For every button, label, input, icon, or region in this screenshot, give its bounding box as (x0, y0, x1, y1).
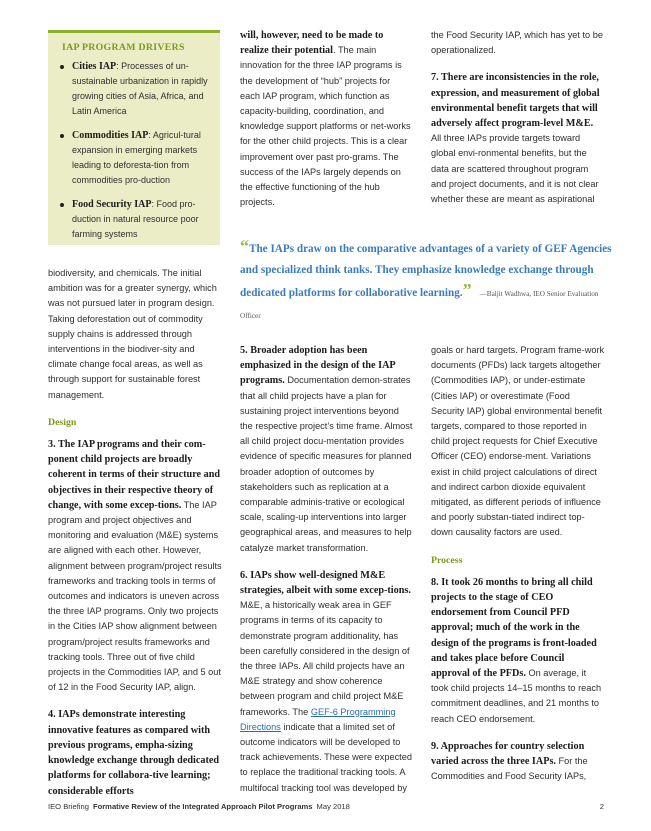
body-text: indicate that a limited set of outcome indicators will be developed to track achievements. These were expected to replace the traditional tracking tools. A multifocal tracking tool was developed by (240, 721, 412, 793)
bold-lead: 8. It took 26 months to bring all child projects to the stage of CEO endorsement from Council PFD approval; much of the work in the design of the programs is front-loaded and takes place before Council approval of the PFDs. (431, 576, 597, 680)
paragraph (240, 568, 414, 796)
driver-term: Food Security IAP (72, 199, 152, 210)
footer-title: Formative Review of the Integrated Approach Pilot Programs (92, 802, 313, 811)
bold-lead: 4. IAPs demonstrate interesting innovative features as compared with previous programs, empha-sizing knowledge exchange through dedicated platforms for collabora-tive learning; considerable efforts (48, 709, 220, 797)
pull-quote (240, 236, 620, 326)
section-heading-design: Design (48, 416, 77, 428)
paragraph (48, 707, 223, 798)
column-3-top (431, 28, 605, 207)
list-item (58, 59, 216, 119)
bullet-icon (60, 203, 64, 207)
gef6-programming-directions-link[interactable]: GEF-6 Programming Directions (240, 706, 396, 732)
bullet-icon (60, 65, 64, 69)
bold-lead: 9. Approaches for country selection varied across the three IAPs. (431, 740, 585, 768)
page-footer (48, 802, 604, 814)
drivers-title: IAP PROGRAM DRIVERS (62, 42, 185, 53)
column-1 (48, 266, 223, 799)
footer-brief: IEO Briefing (48, 802, 89, 811)
program-drivers-box (48, 30, 220, 245)
bold-lead: 3. The IAP programs and their com-ponent child projects are broadly coherent in terms of their structure and objectives in their respective theory of change, with some excep-tions. (48, 439, 221, 511)
paragraph (431, 70, 605, 207)
paragraph: the Food Security IAP, which has yet to be operationalized. (431, 30, 603, 56)
paragraph: goals or hard targets. Program frame-work documents (PFDs) lack targets altogether (Commodities IAP), or under-estimate (Cities IAP) or overestimate (Food Security IAP) global environmental benefit targets, compared to those reported in child project requests for Chief Executive Officer (CEO) endorse-ment. Variations exist in child project calculations of direct and indirect carbon dioxide equivalent mitigated, as different periods of influence and poorly substan-tiated indirect top-down causality factors are used. (431, 345, 605, 538)
body-text: M&E, a historically weak area in GEF programs in terms of its capacity to demonstrate program additionality, has been carefully considered in the design of the three IAPs. All child projects have an M&E strategy and show coherence between program and child project M&E frameworks. The (240, 600, 410, 717)
list-item (58, 128, 216, 188)
footer-date: May 2018 (316, 802, 350, 811)
paragraph (48, 437, 223, 695)
column-2 (240, 343, 414, 796)
page-number: 2 (599, 802, 604, 811)
body-text: . The main innovation for the three IAP programs is the development of “hub” projects for each IAP program, which function as capacity-building, coordination, and knowledge support platforms or net-works for the other child projects. This is a clear improvement over past pro-grams. The success of the IAPs largely depends on the effective functioning of the hub projects. (240, 45, 411, 208)
bold-lead: 6. IAPs show well-designed M&E strategies, albeit with some excep-tions. (240, 569, 411, 597)
list-item (58, 197, 216, 242)
quote-attribution: —Baljit Wadhwa, IEO Senior Evaluation Officer (240, 290, 599, 320)
body-text: All three IAPs provide targets toward global envi-ronmental benefits, but the data are scattered throughout program and project documents, and it is not clear whether these are meant as aspirational (431, 133, 599, 205)
paragraph (240, 343, 414, 556)
drivers-list (58, 59, 216, 251)
bullet-icon (60, 134, 64, 138)
body-text: Documentation demon-strates that all child projects have a plan for sustaining project interventions beyond the respective project’s time frame. Almost all child project docu-mentation provides evidence of specific measures for planned broader adoption of outcomes by stakeholders such as replication at a comparable adminis-trative or ecological scale, scaling-up interventions into larger geographical areas, and measures to help catalyze market transformation. (240, 375, 413, 553)
section-heading-process: Process (431, 554, 463, 566)
driver-text: : Agricul-tural expansion in emerging markets leading to deforesta-tion from commodities pro-duction (72, 130, 201, 185)
paragraph (431, 575, 605, 727)
paragraph (240, 28, 412, 210)
bold-lead: will, however, need to be made to realize their potential (240, 30, 384, 57)
driver-text: : Food pro-duction in natural resource poor farming systems (72, 199, 199, 239)
body-text: On average, it took child projects 14–15 months to reach commitment deadlines, and 21 months to reach CEO endorsement. (431, 668, 602, 724)
driver-text: : Processes of un-sustainable urbanization in rapidly growing cities of Asia, Africa, and Latin America (72, 61, 208, 116)
body-text: For the Commodities and Food Security IAPs, (431, 756, 588, 782)
paragraph: biodiversity, and chemicals. The initial ambition was for a greater synergy, which was not pursued later in program design. Taking deforestation out of commodity supply chains is addressed through interventions in the biodiver-sity and climate change focal areas, as well as through support for sustainable forest management. (48, 268, 217, 400)
bold-lead: 7. There are inconsistencies in the role, expression, and measurement of global environmental benefit targets that will adversely affect program-level M&E. (431, 72, 600, 130)
body-text: The IAP program and project objectives and monitoring and evaluation (M&E) systems are aligned with each other. However, alignment between program/project results frameworks and tracking tools in terms of outcomes and indicators is uneven across the three IAP programs. Only two projects in the Cities IAP show alignment between program/project results frameworks and tracking tools. Three out of five child projects in the Commodities IAP, and 5 out of 12 in the Food Security IAP, align. (48, 499, 222, 693)
paragraph (431, 739, 605, 785)
close-quote-icon: ” (462, 280, 472, 300)
column-2-top (240, 28, 412, 210)
open-quote-icon: “ (240, 236, 249, 256)
driver-term: Commodities IAP (72, 130, 149, 141)
bold-lead: 5. Broader adoption has been emphasized in the design of the IAP programs. (240, 345, 396, 387)
driver-term: Cities IAP (72, 61, 117, 72)
column-3 (431, 343, 605, 784)
quote-text: The IAPs draw on the comparative advantages of a variety of GEF Agencies and specialized think tanks. They emphasize knowledge exchange through dedicated platforms for collaborative learning. (240, 243, 612, 299)
